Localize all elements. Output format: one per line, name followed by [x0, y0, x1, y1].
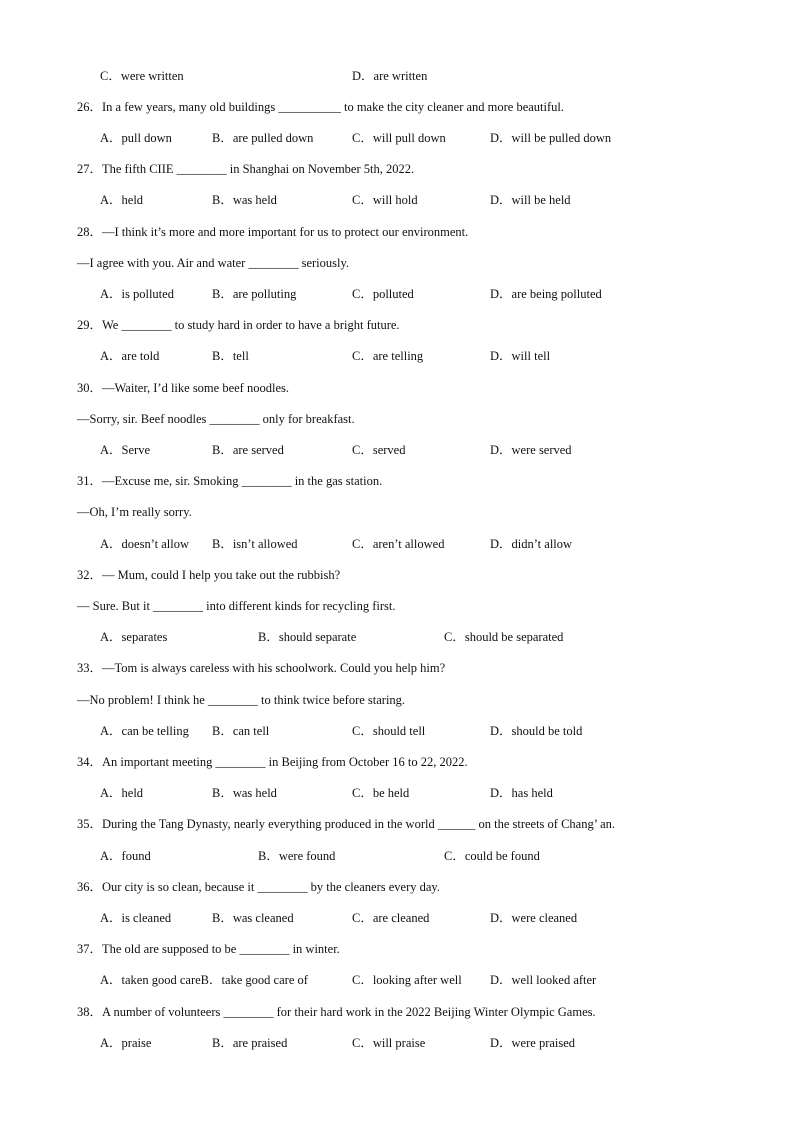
option-d: D．will be held — [490, 193, 571, 207]
option-b: B．should separate — [258, 630, 357, 644]
question-text: 33．—Tom is always careless with his schoolwork. Could you help him? — [77, 661, 446, 675]
option-d: D．were cleaned — [490, 911, 578, 925]
option-a: A．Serve — [100, 443, 150, 457]
option-b: B．were found — [258, 849, 336, 863]
option-a: A．can be telling — [100, 724, 189, 738]
option-d: D．will tell — [490, 349, 551, 363]
option-c: C．served — [352, 443, 406, 457]
option-d: D．didn’t allow — [490, 537, 573, 551]
options-row-q25 — [0, 67, 794, 85]
option-a: A．are told — [100, 349, 160, 363]
option-b: B．are praised — [212, 1036, 288, 1050]
question-text: 27．The fifth CIIE ________ in Shanghai on November 5th, 2022. — [77, 162, 415, 176]
option-b: B．are pulled down — [212, 131, 314, 145]
question-31-stem — [0, 472, 794, 490]
option-a: A．held — [100, 786, 144, 800]
options-row-q28 — [0, 285, 794, 303]
option-a: A．pull down — [100, 131, 172, 145]
question-reply-text: — Sure. But it ________ into different kinds for recycling first. — [77, 599, 396, 613]
option-c: C．were written — [100, 69, 184, 83]
question-text: 31．—Excuse me, sir. Smoking ________ in the gas station. — [77, 474, 383, 488]
option-a: A．doesn’t allow — [100, 537, 189, 551]
options-row-q34 — [0, 784, 794, 802]
option-b: B．tell — [212, 349, 249, 363]
question-32-stem — [0, 566, 794, 584]
question-text: 34．An important meeting ________ in Beijing from October 16 to 22, 2022. — [77, 755, 468, 769]
question-text: 30．—Waiter, I’d like some beef noodles. — [77, 381, 289, 395]
question-reply-text: —Sorry, sir. Beef noodles ________ only for breakfast. — [77, 412, 355, 426]
question-text: 32．— Mum, could I help you take out the rubbish? — [77, 568, 341, 582]
option-c: C．are telling — [352, 349, 424, 363]
option-c: C．should tell — [352, 724, 426, 738]
option-d: D．are being polluted — [490, 287, 602, 301]
option-c: C．could be found — [444, 849, 540, 863]
question-text: 37．The old are supposed to be ________ in winter. — [77, 942, 340, 956]
option-b: B．are served — [212, 443, 284, 457]
options-row-q32 — [0, 628, 794, 646]
option-d: D．were served — [490, 443, 572, 457]
question-text: 35．During the Tang Dynasty, nearly everything produced in the world ______ on the streets of Chang’ an. — [77, 817, 616, 831]
question-28-reply — [0, 254, 794, 272]
question-36-stem — [0, 878, 794, 896]
question-reply-text: —No problem! I think he ________ to think twice before staring. — [77, 693, 406, 707]
option-a: A．held — [100, 193, 144, 207]
option-a: A．praise — [100, 1036, 152, 1050]
question-33-reply — [0, 691, 794, 709]
option-a: A．separates — [100, 630, 168, 644]
option-c: C．polluted — [352, 287, 414, 301]
question-33-stem — [0, 659, 794, 677]
option-c: C．will praise — [352, 1036, 426, 1050]
question-reply-text: —Oh, I’m really sorry. — [77, 505, 192, 519]
option-c: C．will hold — [352, 193, 418, 207]
option-b: B．was held — [212, 786, 277, 800]
question-30-stem — [0, 379, 794, 397]
option-c: C．should be separated — [444, 630, 564, 644]
option-c: C．aren’t allowed — [352, 537, 445, 551]
question-38-stem — [0, 1003, 794, 1021]
option-a: A．found — [100, 849, 151, 863]
option-c: C．be held — [352, 786, 410, 800]
option-a-b: A．taken good careB．take good care of — [100, 973, 308, 987]
question-34-stem — [0, 753, 794, 771]
options-row-q37 — [0, 971, 794, 989]
option-a: A．is cleaned — [100, 911, 172, 925]
question-31-reply — [0, 503, 794, 521]
option-d: D．will be pulled down — [490, 131, 612, 145]
options-row-q27 — [0, 191, 794, 209]
question-32-reply — [0, 597, 794, 615]
options-row-q30 — [0, 441, 794, 459]
options-row-q35 — [0, 847, 794, 865]
option-c: C．looking after well — [352, 973, 462, 987]
options-row-q38 — [0, 1034, 794, 1052]
question-text: 29．We ________ to study hard in order to have a bright future. — [77, 318, 400, 332]
question-29-stem — [0, 316, 794, 334]
option-d: D．should be told — [490, 724, 583, 738]
question-35-stem — [0, 815, 794, 833]
option-d: D．well looked after — [490, 973, 597, 987]
options-row-q33 — [0, 722, 794, 740]
question-28-stem — [0, 223, 794, 241]
question-text: 26．In a few years, many old buildings __________ to make the city cleaner and more beautiful. — [77, 100, 565, 114]
options-row-q31 — [0, 535, 794, 553]
options-row-q36 — [0, 909, 794, 927]
options-row-q26 — [0, 129, 794, 147]
question-30-reply — [0, 410, 794, 428]
option-d: D．has held — [490, 786, 553, 800]
option-b: B．was held — [212, 193, 277, 207]
question-27-stem — [0, 160, 794, 178]
question-text: 36．Our city is so clean, because it ________ by the cleaners every day. — [77, 880, 440, 894]
question-reply-text: —I agree with you. Air and water ________ seriously. — [77, 256, 350, 270]
option-b: B．isn’t allowed — [212, 537, 298, 551]
option-d: D．were praised — [490, 1036, 576, 1050]
question-26-stem — [0, 98, 794, 116]
question-text: 38．A number of volunteers ________ for their hard work in the 2022 Beijing Winter Olympic Games. — [77, 1005, 596, 1019]
option-c: C．will pull down — [352, 131, 446, 145]
option-b: B．are polluting — [212, 287, 297, 301]
option-b: B．can tell — [212, 724, 270, 738]
option-d: D．are written — [352, 69, 428, 83]
question-text: 28．—I think it’s more and more important for us to protect our environment. — [77, 225, 469, 239]
option-c: C．are cleaned — [352, 911, 430, 925]
option-a: A．is polluted — [100, 287, 174, 301]
options-row-q29 — [0, 347, 794, 365]
option-b: B．was cleaned — [212, 911, 294, 925]
question-37-stem — [0, 940, 794, 958]
